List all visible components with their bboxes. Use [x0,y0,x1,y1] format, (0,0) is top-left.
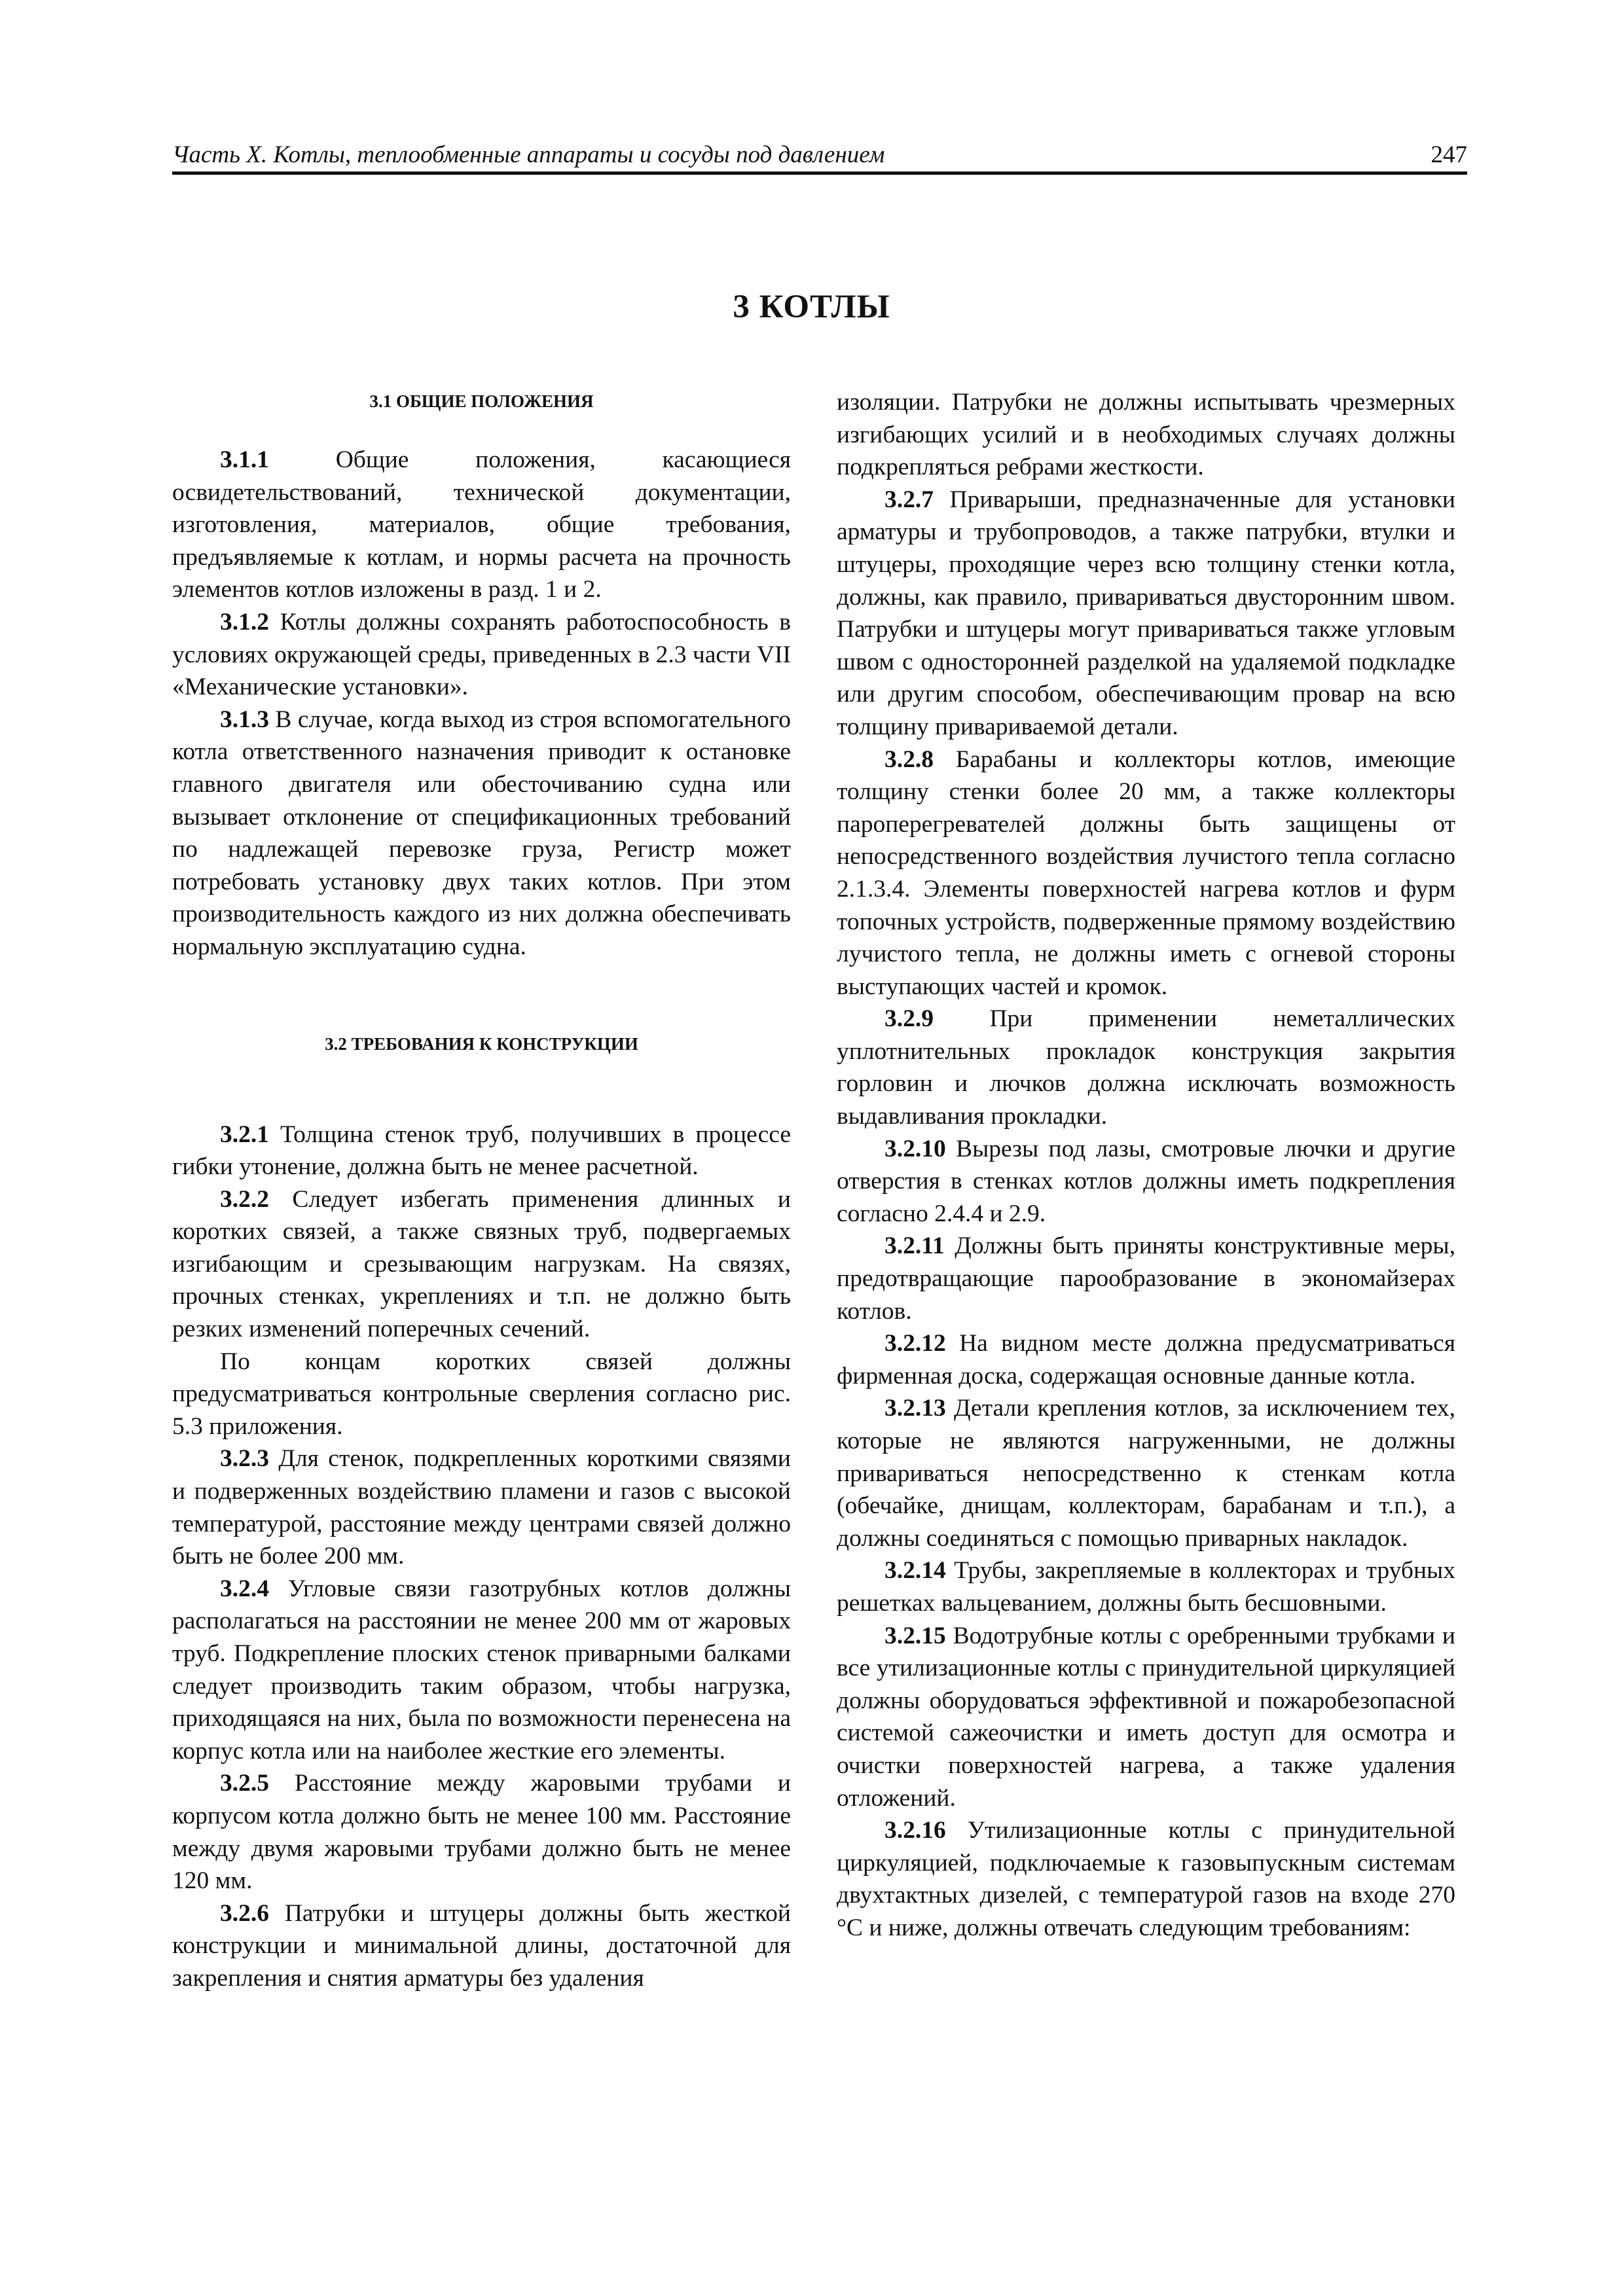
clause-number: 3.2.10 [884,1135,946,1162]
paragraph-3-2-9 [837,1003,1455,1132]
clause-number: 3.2.1 [220,1121,269,1148]
clause-text: Вырезы под лазы, смотровые лючки и другие отверстия в стенках котлов должны иметь подкрепления согласно 2.4.4 и 2.9. [837,1135,1455,1227]
section-heading-3-2: 3.2 ТРЕБОВАНИЯ К КОНСТРУКЦИИ [325,1033,638,1054]
clause-number: 3.2.4 [220,1575,269,1602]
section-heading-3-1: 3.1 ОБЩИЕ ПОЛОЖЕНИЯ [369,391,594,411]
clause-text: Приварыши, предназначенные для установки арматуры и трубопроводов, а также патрубки, втулки и штуцеры, проходящие через всю толщину стенки котла, должны, как правило, привариваться двусторонним швом. Патрубки и штуцеры могут привариваться также угловым швом с односторонней разделкой на удаляемой подкладке или другим способом, обеспечивающим провар на всю толщину привариваемой детали. [837,486,1455,740]
clause-text: Угловые связи газотрубных котлов должны располагаться на расстоянии не менее 200 мм от жаровых труб. Подкрепление плоских стенок приварными балками следует производить таким образом, чтобы нагрузка, приходящаяся на них, была по возможности перенесена на корпус котла или на наиболее жесткие его элементы. [172,1575,791,1765]
clause-text: В случае, когда выход из строя вспомогательного котла ответственного назначения приводит к остановке главного двигателя или обесточиванию судна или вызывает отклонение от спецификационных требований по надлежащей перевозке груза, Регистр может потребовать установку двух таких котлов. При этом производительность каждого из них должна обеспечивать нормальную эксплуатацию судна. [172,706,791,960]
clause-text: Трубы, закрепляемые в коллекторах и трубных решетках вальцеванием, должны быть бесшовными. [837,1557,1455,1617]
clause-text: Детали крепления котлов, за исключением тех, которые не являются нагруженными, не должны привариваться непосредственно к стенкам котла (обечайке, днищам, коллекторам, барабанам и т.п.), а должны соединяться с помощью приварных накладок. [837,1395,1455,1552]
clause-number: 3.2.16 [884,1817,946,1844]
paragraph-3-2-8 [837,744,1455,1003]
clause-number: 3.2.14 [884,1557,946,1585]
paragraph-3-2-13 [837,1392,1455,1554]
paragraph-3-2-6-continued: изоляции. Патрубки не должны испытывать чрезмерных изгибающих усилий и в необходимых случаях должны подкрепляться ребрами жесткости. [837,389,1455,481]
paragraph-3-2-2-continued: По концам коротких связей должны предусматриваться контрольные сверления согласно рис. 5.3 приложения. [172,1348,791,1440]
clause-number: 3.2.15 [884,1622,946,1649]
clause-number: 3.2.12 [884,1330,946,1357]
clause-number: 3.2.3 [220,1445,269,1473]
clause-number: 3.1.3 [220,706,269,733]
clause-text: Водотрубные котлы с оребренными трубками и все утилизационные котлы с принудительной циркуляцией должны оборудоваться эффективной и пожаробезопасной системой сажеочистки и иметь доступ для осмотра и очистки поверхностей нагрева, а также удаления отложений. [837,1622,1455,1812]
clause-text: Утилизационные котлы с принудительной циркуляцией, подключаемые к газовыпускным системам двухтактных дизелей, с температурой газов на входе 270 °С и ниже, должны отвечать следующим требованиям: [837,1817,1455,1941]
clause-text: Общие положения, касающиеся освидетельствований, технической документации, изготовления, материалов, общие требования, предъявляемые к котлам, и нормы расчета на прочность элементов котлов изложены в разд. 1 и 2. [172,446,791,603]
clause-number: 3.2.6 [220,1899,269,1927]
paragraph-3-2-11 [837,1230,1455,1327]
paragraph-3-2-14 [837,1554,1455,1619]
clause-number: 3.1.2 [220,608,269,636]
clause-text: Следует избегать применения длинных и коротких связей, а также связных труб, подвергаемых изгибающим и срезывающим нагрузкам. На связях, прочных стенках, укреплениях и т.п. не должно быть резких изменений поперечных сечений. [172,1185,791,1343]
clause-number: 3.2.7 [884,486,934,513]
left-column [172,386,791,1995]
clause-number: 3.2.9 [884,1005,934,1033]
paragraph-3-2-5 [172,1767,791,1897]
clause-text: При применении неметаллических уплотнительных прокладок конструкция закрытия горловин и лючков должна исключать возможность выдавливания прокладки. [837,1005,1455,1130]
paragraph-3-1-1 [172,444,791,606]
paragraph-3-2-3 [172,1443,791,1572]
page-number: 247 [1431,141,1467,168]
paragraph-3-2-4 [172,1573,791,1768]
running-header [172,143,1467,175]
paragraph-3-1-2 [172,606,791,704]
clause-number: 3.2.2 [220,1185,269,1213]
clause-text: Толщина стенок труб, получивших в процессе гибки утонение, должна быть не менее расчетной. [172,1121,791,1181]
clause-text: Для стенок, подкрепленных короткими связями и подверженных воздействию пламени и газов с высокой температурой, расстояние между центрами связей должно быть не более 200 мм. [172,1445,791,1570]
clause-number: 3.2.11 [884,1232,945,1260]
paragraph-3-2-16 [837,1814,1455,1944]
chapter-title: 3 КОТЛЫ [733,289,890,325]
clause-text: Должны быть приняты конструктивные меры, предотвращающие парообразование в экономайзерах котлов. [837,1232,1455,1325]
header-title: Часть X. Котлы, теплообменные аппараты и сосуды под давлением [172,141,885,168]
right-column [837,386,1455,1945]
clause-text: Котлы должны сохранять работоспособность в условиях окружающей среды, приведенных в 2.3 части VII «Механические установки». [172,608,791,701]
paragraph-3-2-10 [837,1133,1455,1230]
clause-number: 3.2.8 [884,745,934,773]
clause-number: 3.1.1 [220,446,269,473]
paragraph-3-2-2 [172,1183,791,1346]
clause-number: 3.2.5 [220,1770,269,1797]
paragraph-3-2-7 [837,484,1455,744]
paragraph-3-1-3 [172,704,791,963]
paragraph-3-2-6 [172,1897,791,1995]
clause-text: На видном месте должна предусматриваться фирменная доска, содержащая основные данные котла. [837,1330,1455,1390]
paragraph-3-2-15 [837,1620,1455,1815]
clause-text: Барабаны и коллекторы котлов, имеющие толщину стенки более 20 мм, а также коллекторы пароперегревателей должны быть защищены от непосредственного воздействия лучистого тепла согласно 2.1.3.4. Элементы поверхностей нагрева котлов и фурм топочных устройств, подверженные прямому воздействию лучистого тепла, не должны иметь с огневой стороны выступающих частей и кромок. [837,745,1455,1000]
paragraph-3-2-1 [172,1119,791,1183]
clause-text: Патрубки и штуцеры должны быть жесткой конструкции и минимальной длины, достаточной для закрепления и снятия арматуры без удаления [172,1899,791,1992]
clause-number: 3.2.13 [884,1395,946,1422]
paragraph-3-2-12 [837,1327,1455,1392]
clause-text: Расстояние между жаровыми трубами и корпусом котла должно быть не менее 100 мм. Расстояние между двумя жаровыми трубами должно быть не менее 120 мм. [172,1770,791,1895]
